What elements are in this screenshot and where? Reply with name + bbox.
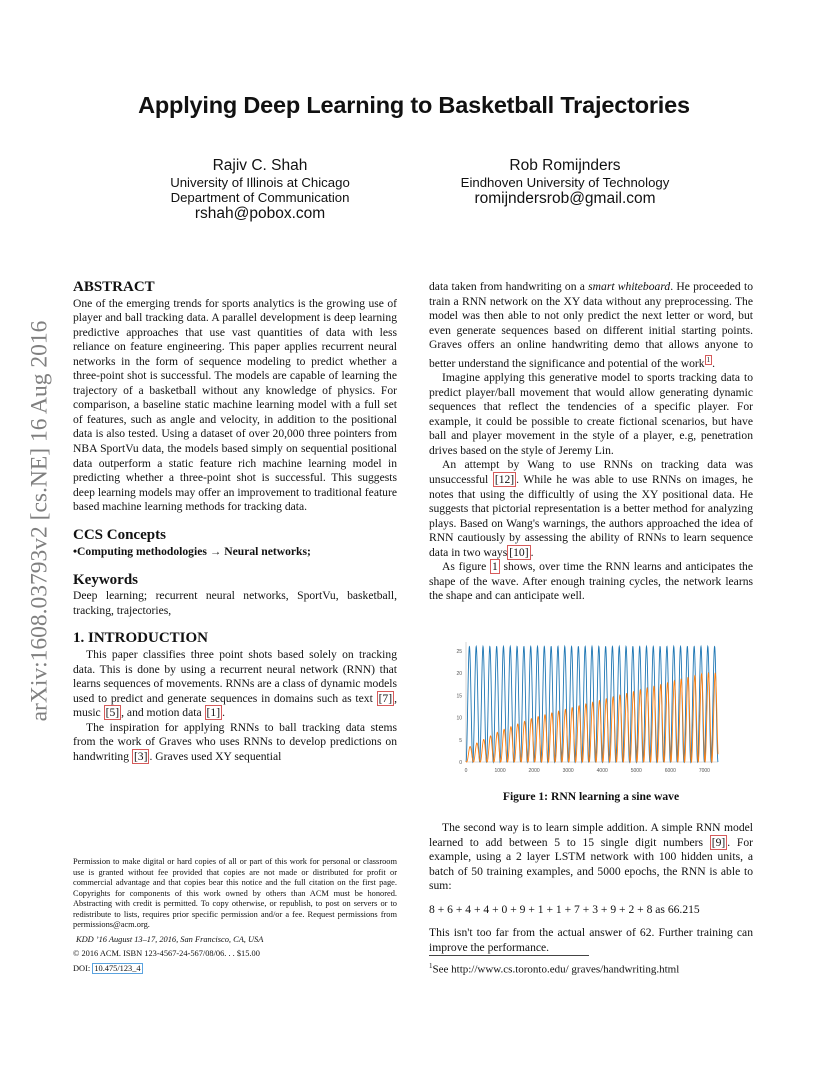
author-affiliation: University of Illinois at Chicago: [170, 175, 350, 190]
right-paragraph-3: An attempt by Wang to use RNNs on tracking data was unsuccessful [12] . While he was able to use RNNs on images, he notes that using the difficultly of using the XY positional data. He suggests that pictorial representation is a better method for analyzing plays. Based on Wang's warnings, the authors approached the idea of RNN cautiously by assessing the ability of RNNs to learn sequence data in two ways [10] .: [429, 458, 753, 559]
author-block-1: [150, 157, 370, 223]
ccs-heading: CCS Concepts: [73, 526, 166, 543]
author-name: Rajiv C. Shah: [212, 157, 308, 174]
x-tick-label: 6000: [664, 768, 676, 774]
author-name: Rob Romijnders: [509, 157, 621, 174]
right-paragraph-2: Imagine applying this generative model to sports tracking data to predict player/ball movement that would allow generating dynamic sequences that reflect the tendencies of a specific player. For example, it could be possible to create fictional scenarios, but have ball and player movement in the style of a player, e.g, penetration drives based on the style of Jeremy Lin.: [429, 371, 753, 457]
right-paragraph-1: data taken from handwriting on a smart whiteboard. He proceeded to train a RNN network on the XY data without any preprocessing. The model was then able to not only predict the next letter or word, but even generate sequences based on different initial starting points. Graves offers an online handwriting demo that allows anyone to better understand the significance and potential of the work $^1$ .: [429, 280, 753, 370]
series-prediction-line: [466, 673, 718, 762]
citation-link[interactable]: [5]: [105, 706, 120, 720]
right-column-lower: [429, 821, 753, 955]
author-affiliation: Eindhoven University of Technology: [460, 175, 670, 190]
y-tick-label: 20: [456, 671, 462, 678]
figure-caption: Figure 1: RNN learning a sine wave: [502, 790, 680, 803]
right-paragraph-4: As figure 1 shows, over time the RNN learns and anticipates the shape of the wave. After enough training cycles, the network learns the shape and can anticipate well.: [429, 560, 753, 603]
y-tick-label: 0: [459, 760, 462, 766]
keywords-text: Deep learning; recurrent neural networks, SportVu, basketball, tracking, trajectories,: [73, 589, 397, 617]
copyright: © 2016 ACM. ISBN 123-4567-24-567/08/06. . . $15.00: [73, 949, 260, 958]
author-email: romijndersrob@gmail.com: [474, 190, 656, 207]
right-paragraph-6: This isn't too far from the actual answer of 62. Further training can improve the performance.: [429, 926, 753, 954]
footnote-rule: [429, 955, 589, 956]
x-tick-label: 0: [464, 768, 468, 774]
y-tick-label: 5: [459, 737, 462, 744]
abstract-text: One of the emerging trends for sports analytics is the growing use of player and ball tracking data. A parallel development is deep learning predictive approaches that use vast quantities of data with less reliance on feature engineering. This paper applies recurrent neural networks in the form of sequence modeling to predict whether a three-point shot is successful. The models are capable of learning the trajectory of a basketball without any knowledge of physics. For comparison, a baseline static machine learning model with a full set of features, such as angle and velocity, in addition to the positional data is also tested. Using a dataset of over 20,000 three pointers from NBA SportVu data, the models based simply on sequential positional data outperform a static feature rich machine learning model in predicting whether a three-point shot is successful. This suggests deep learning models may offer an improvement to traditional feature based machine learning methods for tracking data.: [73, 296, 397, 514]
x-tick-label: 3000: [562, 768, 574, 774]
doi-line: DOI: 10.475/123_4: [73, 963, 141, 973]
author-email: rshah@pobox.com: [194, 205, 326, 222]
arxiv-id: arXiv:1608.03793v2 [cs.NE] 16 Aug 2016: [26, 320, 53, 722]
citation-link[interactable]: [12]: [494, 472, 515, 486]
arxiv-stamp: [20, 282, 60, 760]
author-department: Department of Communication: [170, 190, 350, 205]
x-tick-label: 4000: [596, 768, 608, 774]
permission-text: Permission to make digital or hard copies of all or part of this work for personal or classroom use is granted without fee provided that copies are not made or distributed for profit or commercial advantage and that copies bear this notice and the full citation on the first page. Copyrights for components of this work owned by others than ACM must be honored. Abstracting with credit is permitted. To copy otherwise, or republish, to post on servers or to redistribute to lists, requires prior specific permission and/or a fee. Request permissions from permissions@acm.org.: [73, 857, 397, 929]
intro-heading: 1. INTRODUCTION: [73, 630, 209, 647]
y-tick-label: 10: [456, 715, 462, 722]
abstract-heading: ABSTRACT: [73, 279, 155, 295]
y-tick-label: 15: [456, 693, 462, 700]
ccs-text: •Computing methodologies → Neural networks;: [73, 545, 311, 559]
citation-link[interactable]: [7]: [378, 691, 393, 705]
citation-link[interactable]: [9]: [711, 835, 726, 849]
doi-link[interactable]: 10.475/123_4: [94, 963, 141, 973]
footnote-link[interactable]: 1: [706, 355, 711, 364]
figure-link[interactable]: 1: [491, 560, 498, 574]
right-column: [429, 280, 753, 604]
author-block-2: [440, 157, 690, 208]
citation-link[interactable]: [10]: [509, 545, 529, 559]
x-tick-label: 7000: [698, 768, 710, 774]
venue: KDD ’16 August 13–17, 2016, San Francisco, CA, USA: [76, 934, 264, 944]
citation-link[interactable]: [3]: [133, 749, 148, 763]
x-tick-label: 2000: [528, 768, 540, 774]
citation-link[interactable]: [1]: [206, 706, 221, 720]
x-tick-label: 1000: [494, 768, 506, 774]
right-paragraph-5: The second way is to learn simple addition. A simple RNN model learned to add between 5 to 15 single digit numbers [9] . For example, using a 2 layer LSTM network with 100 hidden units, a batch of 50 training examples, and 5000 epochs, the RNN is able to sum:: [429, 821, 753, 893]
keywords-heading: Keywords: [73, 571, 138, 588]
footnote-mark: 1: [429, 962, 433, 970]
x-tick-label: 5000: [630, 768, 642, 774]
paper-title: Applying Deep Learning to Basketball Trajectories: [138, 92, 690, 118]
intro-paragraph-1: This paper classifies three point shots based solely on tracking data. This is done by using a recurrent neural network (RNN) that learns sequences of movements. RNNs are a class of dynamic models used to predict and generate sequences in domains such as text [7] , music [5] , and motion data [1] .: [73, 648, 397, 720]
intro-paragraph-2: The inspiration for applying RNNs to ball tracking data stems from the work of Graves who uses RNNs to develop predictions on handwriting [3] . Graves used XY sequential: [73, 720, 397, 763]
left-column: [73, 280, 397, 764]
footnote-text: See http://www.cs.toronto.edu/ graves/handwriting.html: [432, 963, 680, 976]
footnote: [429, 959, 759, 977]
y-tick-label: 25: [456, 648, 462, 655]
permission-block: [73, 857, 397, 974]
equation: 8 + 6 + 4 + 4 + 0 + 9 + 1 + 1 + 7 + 3 + 9 + 2 + 8 as 66.215: [429, 902, 700, 916]
sine-wave-chart: [450, 636, 725, 778]
